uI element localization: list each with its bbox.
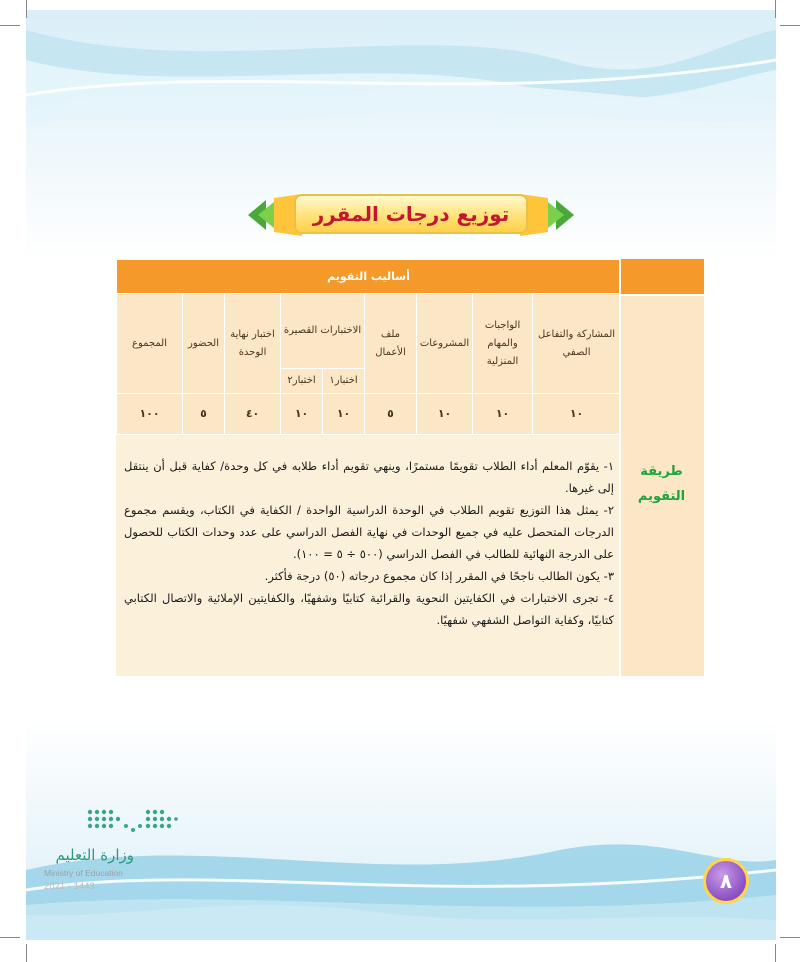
column-header: المجموع: [117, 294, 183, 394]
table-cell: ١٠: [533, 394, 621, 435]
table-cell: ٥: [183, 394, 225, 435]
page-number: ٨: [703, 858, 749, 904]
crop-mark: [780, 25, 800, 26]
evaluation-method-label: طريقة التقويم: [637, 464, 686, 504]
table-cell: ١٠: [323, 394, 365, 435]
subcolumn-header: اختبار٢: [281, 369, 323, 394]
column-header: الواجبات والمهام المنزلية: [473, 294, 533, 394]
table-cell: ٤٠: [225, 394, 281, 435]
table-cell: ٥: [365, 394, 417, 435]
ministry-dots-icon: [86, 808, 178, 838]
note-item: ١- يقوّم المعلم أداء الطلاب تقويمًا مستمرًا، وينهي تقويم أداء طلابه في كل وحدة/ كفاية قبل أن ينتقل إلى غيرها.: [124, 459, 614, 495]
table-header: أساليب التقويم: [117, 260, 621, 294]
page-title: توزيع درجات المقرر: [294, 194, 528, 234]
column-header: المشاركة والتفاعل الصفي: [533, 294, 621, 394]
crop-mark: [26, 0, 27, 18]
crop-mark: [775, 944, 776, 962]
table-cell: ١٠٠: [117, 394, 183, 435]
title-banner: [244, 192, 578, 238]
side-column: [619, 259, 704, 676]
column-header: الحضور: [183, 294, 225, 394]
evaluation-notes: [124, 455, 614, 631]
ministry-name-arabic: وزارة التعليم: [55, 846, 134, 864]
table-cell: ١٠: [281, 394, 323, 435]
edition-year: 2021 - 1443: [44, 881, 95, 892]
crop-mark: [780, 937, 800, 938]
column-header: اختبار نهاية الوحدة: [225, 294, 281, 394]
crop-mark: [26, 944, 27, 962]
side-header: [619, 259, 704, 294]
table-cell: ١٠: [473, 394, 533, 435]
column-header: الاختبارات القصيرة: [281, 294, 365, 369]
column-header: المشروعات: [417, 294, 473, 394]
crop-mark: [0, 25, 20, 26]
table-cell: ١٠: [417, 394, 473, 435]
subcolumn-header: اختبار١: [323, 369, 365, 394]
grade-distribution-table: [116, 259, 621, 435]
note-item: ٣- يكون الطالب ناجحًا في المقرر إذا كان مجموع درجاته (٥٠) درجة فأكثر.: [264, 569, 614, 583]
note-item: ٤- تجرى الاختبارات في الكفايتين النحوية والقرائية كتابيًا وشفهيًا، والكفايتين الإملائية والاتصال الكتابي كتابيًا، وكفاية التواصل الشفهي شفهيًا.: [124, 591, 614, 627]
note-item: ٢- يمثل هذا التوزيع تقويم الطلاب في الوحدة الدراسية الواحدة / الكفاية في الكتاب، ويقسم مجموع الدرجات المتحصل عليه في جميع الوحدات في نهاية الفصل الدراسي على عدد وحدات الكتاب للحصول على الدرجة النهائية للطالب في الفصل الدراسي (٥٠٠ ÷ ٥ = ١٠٠).: [124, 503, 614, 561]
ministry-name-english: Ministry of Education: [44, 868, 123, 878]
crop-mark: [775, 0, 776, 18]
column-header: ملف الأعمال: [365, 294, 417, 394]
ministry-logo: [42, 808, 152, 898]
assessment-section: [116, 259, 704, 676]
crop-mark: [0, 937, 20, 938]
